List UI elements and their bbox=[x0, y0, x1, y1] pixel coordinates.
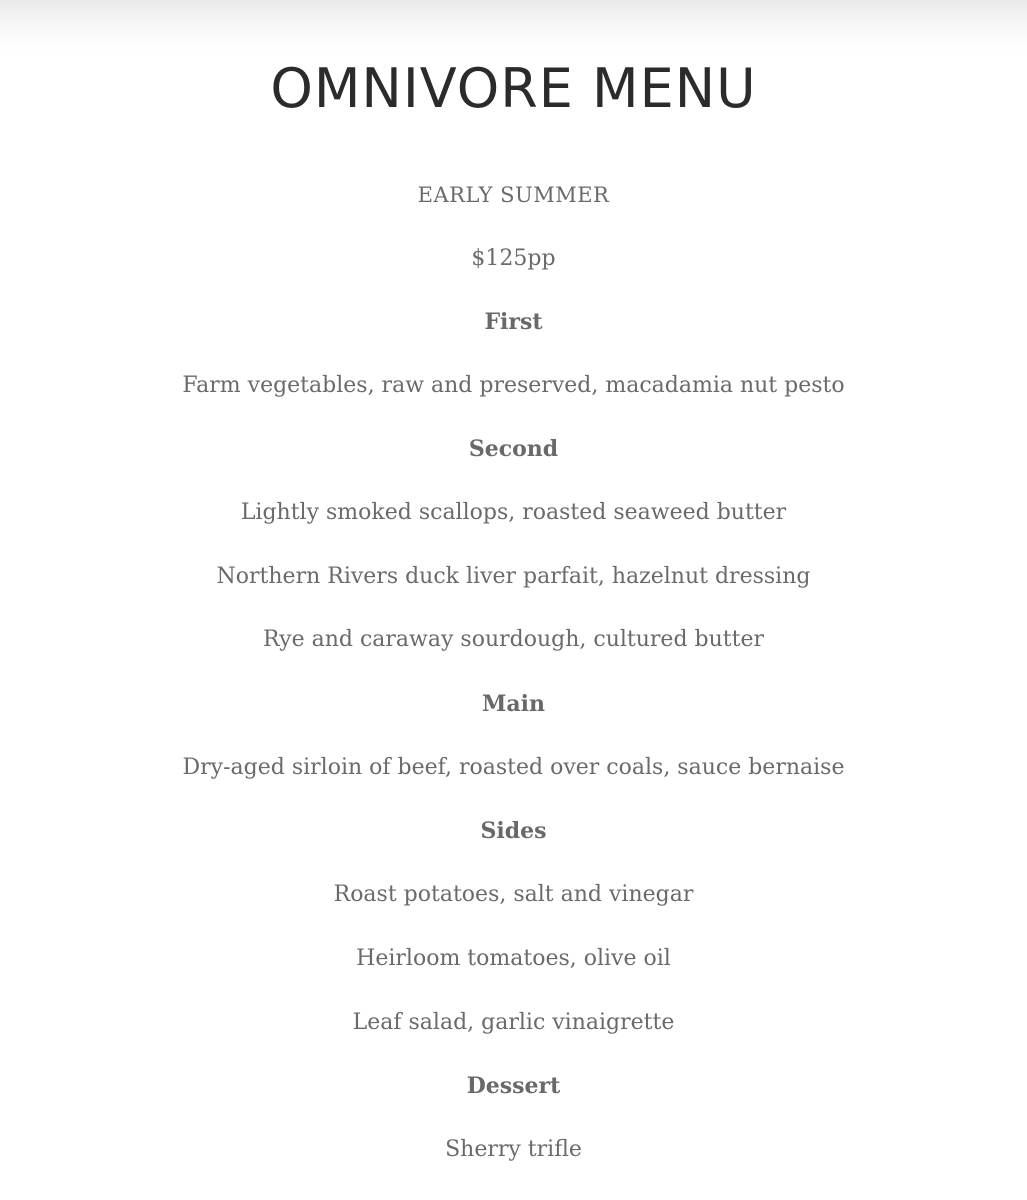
menu-item: Heirloom tomatoes, olive oil bbox=[356, 946, 671, 971]
menu-item: Leaf salad, garlic vinaigrette bbox=[352, 1010, 675, 1035]
menu-item: Sherry trifle bbox=[445, 1137, 582, 1162]
course-heading-sides: Sides bbox=[480, 818, 547, 844]
course-heading-first: First bbox=[484, 309, 543, 335]
menu-item: Rye and caraway sourdough, cultured butter bbox=[263, 627, 764, 652]
menu-item: Northern Rivers duck liver parfait, hazelnut dressing bbox=[216, 564, 811, 589]
course-heading-dessert: Dessert bbox=[466, 1073, 561, 1099]
menu-item: Lightly smoked scallops, roasted seaweed butter bbox=[240, 500, 787, 525]
menu-season: EARLY SUMMER bbox=[417, 183, 610, 207]
top-shadow bbox=[0, 0, 1027, 52]
menu-item: Farm vegetables, raw and preserved, macadamia nut pesto bbox=[182, 373, 845, 398]
menu-item: Roast potatoes, salt and vinegar bbox=[333, 882, 694, 907]
course-heading-second: Second bbox=[468, 436, 559, 462]
course-heading-main: Main bbox=[482, 691, 545, 717]
menu-title: OMNIVORE MENU bbox=[270, 57, 757, 120]
menu-item: Dry-aged sirloin of beef, roasted over coals, sauce bernaise bbox=[182, 755, 845, 780]
menu-price: $125pp bbox=[471, 246, 556, 271]
